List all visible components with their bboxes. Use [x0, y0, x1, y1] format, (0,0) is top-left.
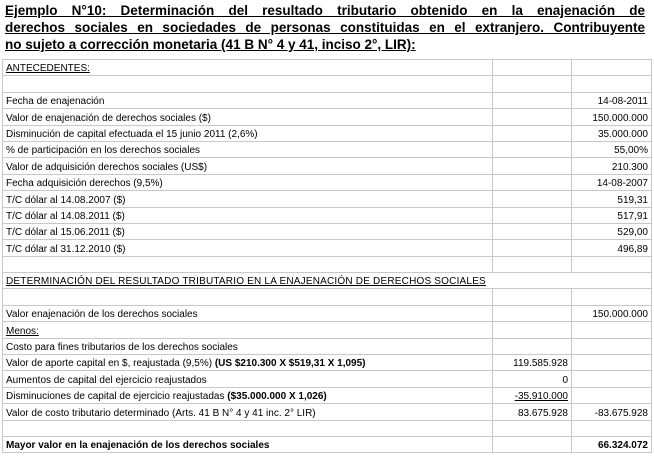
disminuciones-value-cell — [493, 387, 572, 403]
table-row — [3, 289, 652, 305]
cell-value: 35.000.000 — [572, 125, 652, 141]
heading-line-3: no sujeto a corrección monetaria (41 B N° 4 y 41, inciso 2°, LIR): — [5, 37, 416, 52]
table-row — [3, 109, 652, 125]
table-row — [3, 240, 652, 256]
antecedentes-title-text: ANTECEDENTES: — [6, 63, 90, 75]
table-row — [3, 207, 652, 223]
table-row — [3, 191, 652, 207]
determinacion-title-text: DETERMINACIÓN DEL RESULTADO TRIBUTARIO EN LA ENAJENACIÓN DE DERECHOS SOCIALES — [6, 276, 486, 288]
cell-label: % de participación en los derechos sociales — [3, 141, 493, 157]
cell-label: Costo para fines tributarios de los derechos sociales — [3, 338, 493, 354]
table-row — [3, 305, 652, 321]
table-row — [3, 355, 652, 371]
cell-label: Fecha de enajenación — [3, 92, 493, 108]
cell-value: 517,91 — [572, 207, 652, 223]
cell-label: Valor de enajenación de derechos sociales ($) — [3, 109, 493, 125]
table-row — [3, 387, 652, 403]
table-row — [3, 436, 652, 452]
menos-label: Menos: — [6, 325, 39, 337]
table-row — [3, 420, 652, 436]
menos-cell — [3, 322, 493, 338]
cell-label: Disminución de capital efectuada el 15 junio 2011 (2,6%) — [3, 125, 493, 141]
cell-label: T/C dólar al 31.12.2010 ($) — [3, 240, 493, 256]
determinacion-title — [3, 273, 652, 289]
heading-line-2: derechos sociales en sociedades de personas constituidas en el extranjero. Contribuyente — [5, 20, 645, 35]
disminuciones-formula: ($35.000.000 X 1,026) — [227, 391, 327, 403]
spreadsheet-table — [2, 59, 652, 453]
table-row — [3, 256, 652, 272]
cell-label: Aumentos de capital del ejercicio reajustados — [3, 371, 493, 387]
aporte-cell — [3, 355, 493, 371]
heading-line-1: Ejemplo N°10: Determinación del resultado tributario obtenido en la enajenación de — [5, 3, 645, 18]
table-row — [3, 158, 652, 174]
cell-value: 55,00% — [572, 141, 652, 157]
cell-value: 119.585.928 — [493, 355, 572, 371]
cell-label: T/C dólar al 15.06.2011 ($) — [3, 223, 493, 239]
example-heading — [5, 2, 645, 53]
cell-label: Valor enajenación de los derechos sociales — [3, 305, 493, 321]
cell-value: -35.910.000 — [514, 391, 568, 403]
table-row — [3, 76, 652, 92]
cell-label: Valor de adquisición derechos sociales (US$) — [3, 158, 493, 174]
mayor-valor-value: 66.324.072 — [572, 436, 652, 452]
cell-value: -83.675.928 — [572, 404, 652, 420]
table-row — [3, 273, 652, 289]
cell-value: 496,89 — [572, 240, 652, 256]
cell-value: 150.000.000 — [572, 109, 652, 125]
cell-label: T/C dólar al 14.08.2007 ($) — [3, 191, 493, 207]
table-row — [3, 92, 652, 108]
table-row — [3, 371, 652, 387]
disminuciones-cell — [3, 387, 493, 403]
table-row — [3, 174, 652, 190]
cell-value: 150.000.000 — [572, 305, 652, 321]
table-row — [3, 125, 652, 141]
aporte-label: Valor de aporte capital en $, reajustada (9,5%) — [6, 358, 215, 370]
cell-value: 0 — [493, 371, 572, 387]
table-row — [3, 338, 652, 354]
table-row — [3, 141, 652, 157]
aporte-formula: (US $210.300 X $519,31 X 1,095) — [214, 358, 366, 370]
table-row — [3, 223, 652, 239]
antecedentes-title — [3, 60, 493, 76]
cell-value: 14-08-2007 — [572, 174, 652, 190]
table-row — [3, 322, 652, 338]
cell-value: 14-08-2011 — [572, 92, 652, 108]
cell-value: 519,31 — [572, 191, 652, 207]
mayor-valor-label: Mayor valor en la enajenación de los derechos sociales — [3, 436, 493, 452]
table-row — [3, 404, 652, 420]
table-row — [3, 60, 652, 76]
cell-label: T/C dólar al 14.08.2011 ($) — [3, 207, 493, 223]
cell-label: Fecha adquisición derechos (9,5%) — [3, 174, 493, 190]
cell-value: 210.300 — [572, 158, 652, 174]
cell-value: 529,00 — [572, 223, 652, 239]
disminuciones-label: Disminuciones de capital de ejercicio reajustadas — [6, 391, 228, 403]
cell-label: Valor de costo tributario determinado (Arts. 41 B N° 4 y 41 inc. 2° LIR) — [3, 404, 493, 420]
cell-value: 83.675.928 — [493, 404, 572, 420]
